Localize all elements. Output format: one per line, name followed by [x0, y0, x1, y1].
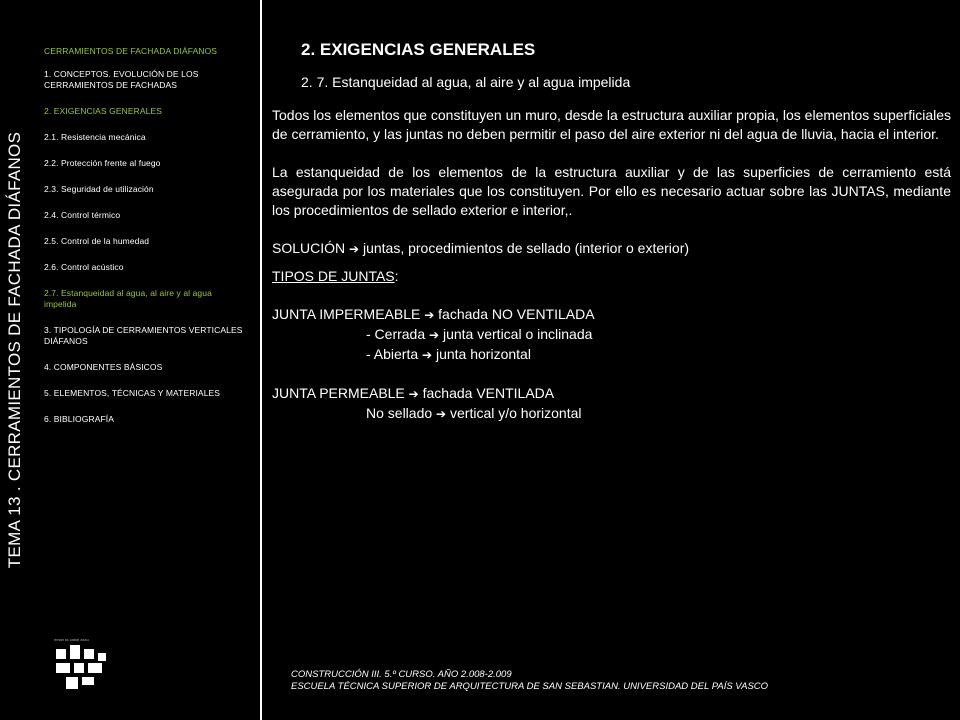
imp-text: fachada NO VENTILADA [434, 306, 595, 322]
footer-school: ESCUELA TÉCNICA SUPERIOR DE ARQUITECTURA DE SAN SEBASTIAN. UNIVERSIDAD DEL PAÍS VASCO [291, 681, 769, 692]
joint-unsealed: No sellado ➔ vertical y/o horizontal [366, 405, 582, 421]
joint-permeable [272, 384, 951, 404]
arrow-icon: ➔ [422, 348, 433, 362]
nav-item-3[interactable]: 2.1. Resistencia mecánica [44, 132, 146, 142]
nav-item-10[interactable]: 3. TIPOLOGÍA DE CERRAMIENTOS VERTICALES DIÁFANOS [44, 325, 243, 346]
nav-item-12[interactable]: 5. ELEMENTOS, TÉCNICAS Y MATERIALES [44, 388, 221, 398]
arrow-icon: ➔ [349, 242, 360, 256]
arrow-icon: ➔ [408, 387, 419, 401]
nav-item-1[interactable]: 1. CONCEPTOS. EVOLUCIÓN DE LOS CERRAMIENTOS DE FACHADAS [44, 69, 199, 90]
page-title: 2. EXIGENCIAS GENERALES [301, 40, 536, 59]
solution-label: SOLUCIÓN [272, 240, 346, 256]
nav-item-0[interactable]: CERRAMIENTOS DE FACHADA DIÁFANOS [44, 46, 218, 56]
arrow-icon: ➔ [424, 308, 435, 322]
types-label: TIPOS DE JUNTAS [272, 268, 395, 284]
joint-closed: - Cerrada ➔ junta vertical o inclinada [366, 326, 593, 342]
nav-item-5[interactable]: 2.3. Seguridad de utilización [44, 184, 154, 194]
arrow-icon: ➔ [436, 407, 447, 421]
perm-label: JUNTA PERMEABLE [272, 385, 405, 401]
paragraph-1: Todos los elementos que constituyen un muro, desde la estructura auxiliar propia, los elementos superficiales de cerramiento, y las juntas no deben permitir el paso del aire exterior ni del agua de lluvia, hacia el interior. [272, 107, 951, 142]
side-title-text: TEMA 13 . CERRAMIENTOS DE FACHADA DIÁFANOS [5, 131, 24, 569]
footer-course: CONSTRUCCIÓN III. 5.º CURSO. AÑO 2.008-2.009 [291, 669, 512, 680]
nav-item-2[interactable]: 2. EXIGENCIAS GENERALES [44, 106, 163, 116]
solution-line [272, 239, 951, 259]
footer [291, 669, 768, 693]
arrow-icon: ➔ [429, 328, 440, 342]
side-title [0, 100, 30, 600]
upv-ehu-logo [50, 635, 112, 693]
types-heading: TIPOS DE JUNTAS: [272, 268, 399, 284]
logo-caption: eman ta zabal zazu [54, 637, 89, 642]
nav-item-4[interactable]: 2.2. Protección frente al fuego [44, 158, 161, 168]
nav-item-7[interactable]: 2.5. Control de la humedad [44, 236, 150, 246]
nav-item-13[interactable]: 6. BIBLIOGRAFÍA [44, 414, 114, 424]
joint-open: - Abierta ➔ junta horizontal [366, 346, 531, 362]
perm-text: fachada VENTILADA [418, 385, 555, 401]
joint-impermeable [272, 305, 951, 325]
nav-item-8[interactable]: 2.6. Control acústico [44, 262, 124, 272]
content-body [272, 106, 951, 424]
nav-menu [44, 46, 244, 440]
solution-text: juntas, procedimientos de sellado (interior o exterior) [359, 240, 690, 256]
nav-item-11[interactable]: 4. COMPONENTES BÁSICOS [44, 362, 163, 372]
divider [260, 0, 262, 720]
imp-label: JUNTA IMPERMEABLE [272, 306, 421, 322]
nav-item-6[interactable]: 2.4. Control térmico [44, 210, 121, 220]
paragraph-2: La estanqueidad de los elementos de la estructura auxiliar y de las superficies de cerramiento está asegurada por los materiales que los constituyen. Por ello es necesario actuar sobre las JUNTAS, mediante los procedimientos de sellado exterior e interior,. [272, 164, 951, 218]
section-subtitle: 2. 7. Estanqueidad al agua, al aire y al agua impelida [301, 74, 631, 90]
nav-item-9[interactable]: 2.7. Estanqueidad al agua, al aire y al agua impelida [44, 288, 212, 309]
